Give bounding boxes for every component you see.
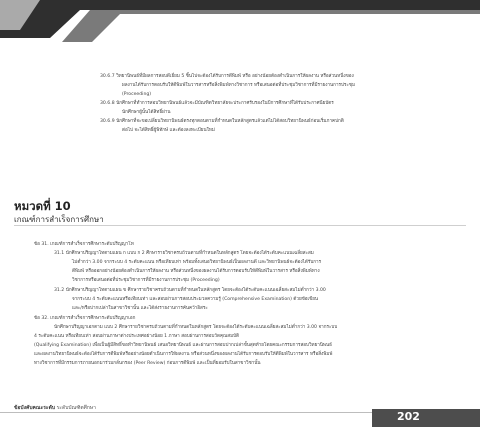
text-line-30-6-8b: นักศึกษาผู้นั้นได้สิทธิ์ผ่าน: [122, 110, 171, 115]
text-line-30-6-7a: 30.6.7 วิทยานิพนธ์ที่มีผลการสอบดีเยี่ยม 5 ชิ้นไปจะต้องได้รับการตีพิมพ์ หรือ อย่างน้อยต้องดำเนินการให้ผลงาน หรือส่วนหนึ่งของ: [100, 74, 354, 79]
page-number-bar: [372, 409, 480, 427]
page-number: 202: [397, 410, 420, 423]
chapter-divider: [14, 225, 466, 226]
header-band-mid-stripe: [62, 10, 480, 42]
footer-title-bold: ข้อบังคับคณะระดับ: [14, 405, 56, 411]
text-line-31-1d: วิชาการหรือเสนอต่อที่ประชุมวิชาการที่มีรายงานการประชุม (Proceeding): [72, 278, 220, 283]
text-line-clause-32: ข้อ 32. เกณฑ์การสำเร็จการศึกษาระดับปริญญาเอก: [34, 316, 136, 321]
text-line-31-1a: 31.1 นักศึกษาปริญญาโทตามแผน ก แบบ ก 2 ศึกษารายวิชาครบถ้วนตามที่กำหนดในหลักสูตร โดยจะต้องได้ระดับคะแนนเฉลี่ยสะสม: [54, 251, 314, 256]
text-line-30-6-9a: 30.6.9 นักศึกษาที่จะขอเปลี่ยนวิทยานิพนธ์ตรงทุกตอนตามที่กำหนดในหลักสูตรแล้วแต่ไม่ได้สอบวิทยานิพนธ์ก่อนเริ่มภาคปกติ: [100, 119, 344, 124]
text-line-31-1b: ไม่ต่ำกว่า 3.00 จากระบบ 4 ระดับคะแนน หรือเทียบเท่า พร้อมทั้งเสนอวิทยานิพนธ์เป็นผลงานดี และวิทยานิพนธ์จะต้องได้รับการ: [72, 260, 322, 265]
chapter-title: หมวดที่ 10: [14, 199, 71, 213]
text-line-30-6-9b: ต่อไป จะได้สิทธิ์ผู้พิทักษ์ และต้องลงทะเบียนใหม่: [122, 128, 215, 133]
text-line-31-1c: ตีพิมพ์ หรือออกอย่างน้อยต้องดำเนินการให้ผลงาน หรือส่วนหนึ่งของผลงานได้รับการตอบรับให้ตีพิมพ์ในวารสาร หรือสิ่งพิมพ์ทาง: [72, 269, 320, 274]
text-line-32c: (Qualifying Examination) เพื่อเป็นผู้มีสิทธิ์ขอทำวิทยานิพนธ์ เสนอวิทยานิพนธ์ และผ่านการสอบปากเปล่าขั้นสุดท้ายโดยคณะกรรมการสอบวิทยานิพนธ์: [34, 343, 332, 348]
footer-title-rest: ระดับบัณฑิตศึกษา: [55, 405, 96, 411]
text-line-31-2b: จากระบบ 4 ระดับคะแนนหรือเทียบเท่า และสอบผ่านการสอบประมวลความรู้ (Comprehensive Examination) ด้วยข้อเขียน: [72, 297, 319, 302]
header-band: [0, 0, 480, 42]
text-line-clause-31: ข้อ 31. เกณฑ์การสำเร็จการศึกษาระดับปริญญาโท: [34, 242, 134, 247]
text-line-32d: และผลงานวิทยานิพนธ์จะต้องได้รับการตีพิมพ์หรืออย่างน้อยดำเนินการให้ผลงาน หรือส่วนหนึ่งของผลงานได้รับการตอบรับให้ตีพิมพ์ในวารสาร หรือสิ่งพิมพ์: [34, 352, 333, 357]
text-line-30-6-7b: ผลงานได้รับการตอบรับให้ตีพิมพ์ในวารสารหรือสิ่งพิมพ์ทางวิชาการ หรือเสนอต่อที่ประชุมวิชาการที่มีรายงานการประชุม: [122, 83, 355, 88]
text-line-30-6-7c: (Proceeding): [122, 92, 152, 97]
text-line-32e: ทางวิชาการที่มีกรรมการภายนอกมาร่วมกลั่นกรอง (Peer Review) ก่อนการตีพิมพ์ และเป็นที่ยอมรับในสาขาวิชานั้น: [34, 361, 261, 366]
text-line-32b: 4 ระดับคะแนน หรือเทียบเท่า สอบผ่านภาษาต่างประเทศอย่างน้อย 1 ภาษา สอบผ่านการสอบวัดคุณสมบัติ: [34, 334, 240, 339]
text-line-30-6-8a: 30.6.8 นักศึกษาที่ทำการสอบวิทยานิพนธ์แล้วจะมีบัณฑิตวิทยาลัยจะประกาศรับรองในปีการศึกษาที่ได้รับประกาศนียบัตร: [100, 101, 334, 106]
chapter-subtitle: เกณฑ์การสำเร็จการศึกษา: [14, 215, 104, 224]
text-line-31-2c: และ/หรือปากเปล่าในสาขาวิชานั้น และได้ส่งรายงานการค้นคว้าอิสระ: [72, 306, 208, 311]
text-line-32a: นักศึกษาปริญญาเอกตาม แบบ 2 ศึกษารายวิชาครบถ้วนตามที่กำหนดในหลักสูตร โดยจะต้องได้ระดับคะแนนเฉลี่ยสะสมไม่ต่ำกว่า 3.00 จากระบบ: [54, 325, 338, 330]
text-line-31-2a: 31.2 นักศึกษาปริญญาโทตามแผน ข ศึกษารายวิชาครบถ้วนตามที่กำหนดในหลักสูตร โดยจะต้องได้ระดับคะแนนเฉลี่ยสะสมไม่ต่ำกว่า 3.00: [54, 288, 326, 293]
footer-document-title: [14, 404, 96, 412]
